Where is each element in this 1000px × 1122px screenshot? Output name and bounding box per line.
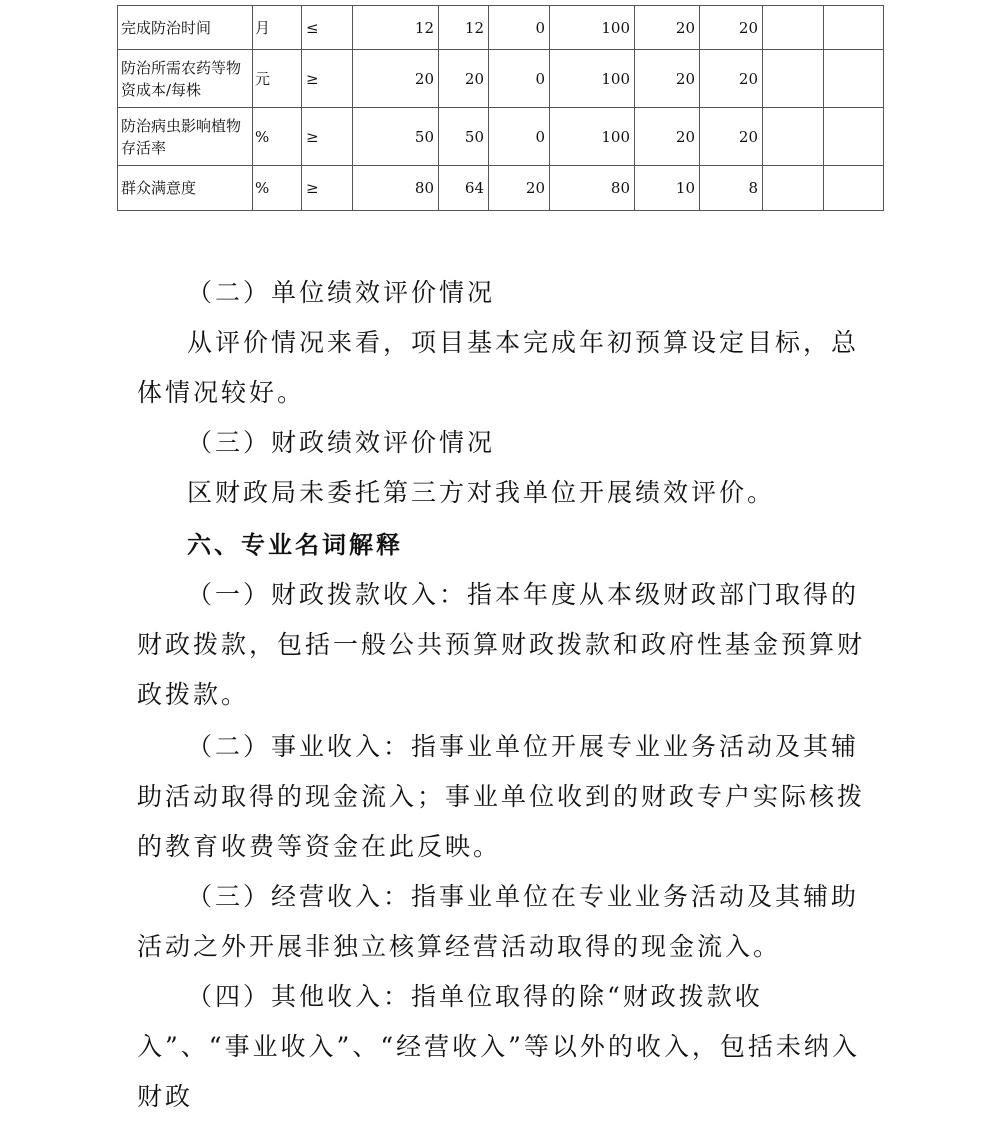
indicator-value [763, 108, 824, 166]
indicator-operator: ≥ [302, 166, 353, 211]
indicator-value: 0 [489, 50, 550, 108]
indicator-value: 8 [700, 166, 763, 211]
indicator-value: 12 [439, 6, 489, 50]
indicator-unit: % [253, 108, 302, 166]
indicator-value: 50 [353, 108, 439, 166]
table-row [118, 166, 884, 211]
indicator-value: 20 [439, 50, 489, 108]
term-financial-appropriation [137, 570, 877, 720]
term-label: （一）财政拨款收入： [187, 580, 468, 609]
table-row [118, 50, 884, 108]
indicator-value: 50 [439, 108, 489, 166]
indicator-value: 20 [700, 108, 763, 166]
fiscal-eval-paragraph: 区财政局未委托第三方对我单位开展绩效评价。 [187, 478, 776, 507]
indicator-value [763, 166, 824, 211]
indicator-operator: ≥ [302, 50, 353, 108]
unit-eval-paragraph: 从评价情况来看，项目基本完成年初预算设定目标，总体情况较好。 [137, 328, 860, 407]
indicator-value: 0 [489, 108, 550, 166]
term-label: （三）经营收入： [187, 882, 412, 911]
indicator-value [824, 108, 884, 166]
performance-indicator-table [117, 5, 884, 211]
indicator-unit: 月 [253, 6, 302, 50]
indicator-unit: 元 [253, 50, 302, 108]
indicator-value: 100 [550, 108, 635, 166]
term-business-income [137, 722, 877, 872]
term-operating-income [137, 872, 877, 972]
indicator-value: 20 [353, 50, 439, 108]
unit-eval-heading: （二）单位绩效评价情况 [187, 278, 496, 307]
indicator-name: 防治病虫影响植物存活率 [118, 108, 253, 166]
indicator-value [824, 166, 884, 211]
indicator-value: 100 [550, 50, 635, 108]
fiscal-eval-heading: （三）财政绩效评价情况 [187, 428, 496, 457]
indicator-value [763, 6, 824, 50]
indicator-name: 防治所需农药等物资成本/每株 [118, 50, 253, 108]
term-other-income [137, 972, 877, 1122]
indicator-name: 完成防治时间 [118, 6, 253, 50]
glossary-heading: 六、专业名词解释 [187, 531, 403, 559]
indicator-operator: ≤ [302, 6, 353, 50]
indicator-value: 20 [700, 6, 763, 50]
indicator-value [763, 50, 824, 108]
indicator-name: 群众满意度 [118, 166, 253, 211]
indicator-value: 80 [353, 166, 439, 211]
indicator-value [824, 50, 884, 108]
indicator-value: 12 [353, 6, 439, 50]
indicator-value: 100 [550, 6, 635, 50]
indicator-value: 10 [635, 166, 700, 211]
indicator-value: 0 [489, 6, 550, 50]
term-text: 指事业单位开展专业业务活动及其辅助活动取得的现金流入；事业单位收到的财政专户实际核拨的教育收费等资金在此反映。 [137, 732, 866, 861]
table-row [118, 6, 884, 50]
term-text: 指单位取得的除“财政拨款收入”、“事业收入”、“经营收入”等以外的收入，包括未纳入财政 [137, 982, 860, 1111]
term-label: （四）其他收入： [187, 982, 412, 1011]
term-text: 指本年度从本级财政部门取得的财政拨款，包括一般公共预算财政拨款和政府性基金预算财政拨款。 [137, 580, 866, 709]
indicator-value [824, 6, 884, 50]
term-text: 指事业单位在专业业务活动及其辅助活动之外开展非独立核算经营活动取得的现金流入。 [137, 882, 860, 961]
indicator-value: 20 [700, 50, 763, 108]
indicator-value: 20 [489, 166, 550, 211]
indicator-value: 80 [550, 166, 635, 211]
indicator-value: 64 [439, 166, 489, 211]
indicator-value: 20 [635, 6, 700, 50]
indicator-value: 20 [635, 50, 700, 108]
indicator-operator: ≥ [302, 108, 353, 166]
indicator-unit: % [253, 166, 302, 211]
table-row [118, 108, 884, 166]
indicator-value: 20 [635, 108, 700, 166]
term-label: （二）事业收入： [187, 732, 412, 761]
